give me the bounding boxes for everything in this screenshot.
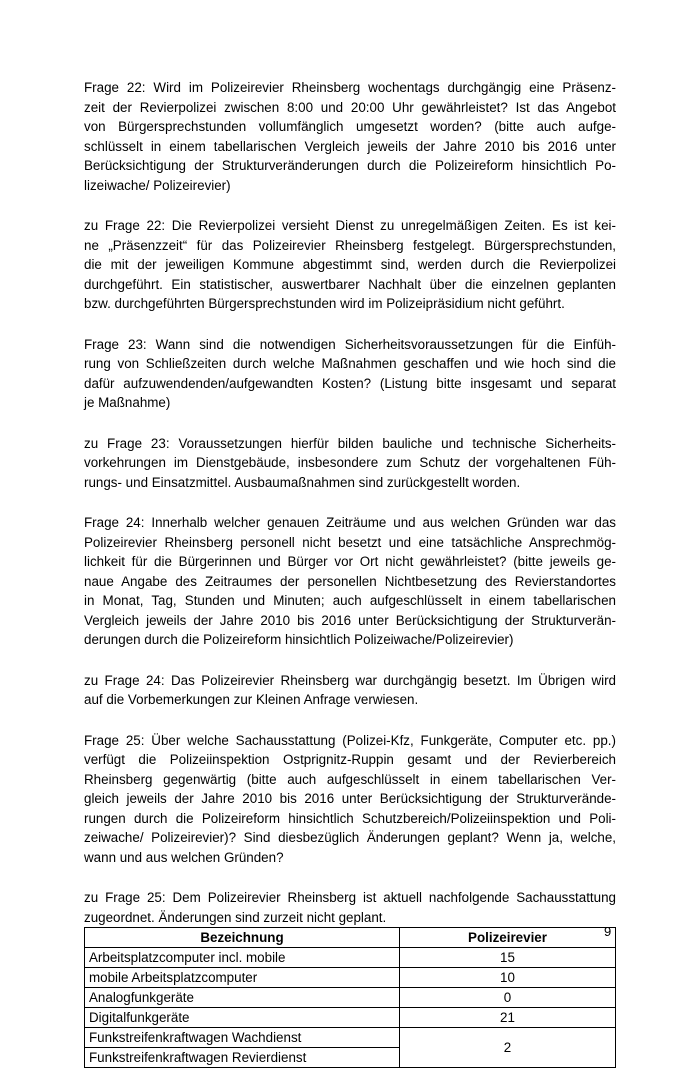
- text-line: je Maßnahme): [84, 395, 171, 410]
- text-line: rung von Schließzeiten durch welche Maßnahmen geschaffen und wie hoch sind die: [84, 356, 616, 371]
- column-header-bezeichnung: Bezeichnung: [85, 928, 400, 948]
- table-header-row: [85, 928, 616, 948]
- table-cell-name: mobile Arbeitsplatzcomputer: [85, 968, 400, 988]
- text-line: derungen durch die Polizeireform hinsichtlich Polizeiwache/Polizeirevier): [84, 632, 514, 647]
- text-line: ne „Präsenzzeit“ für das Polizeirevier Rheinsberg festgelegt. Bürgersprechstunden,: [84, 237, 616, 253]
- question-22: [84, 78, 616, 195]
- text-line: Frage 24: Innerhalb welcher genauen Zeiträume und aus welchen Gründen war das: [84, 515, 616, 530]
- question-23: [84, 335, 616, 413]
- text-line: rungen durch die Polizeireform hinsichtlich Schutzbereich/Polizeiinspektion und Poli-: [84, 810, 616, 826]
- text-line: gleich jeweils der Jahre 2010 bis 2016 unter Berücksichtigung der Strukturverände-: [84, 791, 616, 806]
- text-line: zu Frage 22: Die Revierpolizei versieht Dienst zu unregelmäßigen Zeiten. Es ist kei-: [84, 218, 616, 233]
- table-row: [85, 948, 616, 968]
- text-line: zugeordnet. Änderungen sind zurzeit nicht geplant.: [84, 909, 387, 925]
- text-line: in Monat, Tag, Stunden und Minuten; auch aufgeschlüsselt in einem tabellarischen: [84, 593, 616, 608]
- table-row: [85, 968, 616, 988]
- text-line: naue Angabe des Zeitraumes der personellen Nichtbesetzung des Revierstandortes: [84, 573, 616, 589]
- text-line: Polizeirevier Rheinsberg personell nicht besetzt und eine tatsächliche Ansprechmög-: [84, 534, 616, 550]
- text-line: lichkeit für die Bürgerinnen und Bürger vor Ort nicht gewährleistet? (bitte jeweils ge-: [84, 554, 616, 569]
- text-line: Rheinsberg gegenwärtig (bitte auch aufgeschlüsselt in einem tabellarischen Ver-: [84, 771, 616, 787]
- text-line: zu Frage 24: Das Polizeirevier Rheinsberg war durchgängig besetzt. Im Übrigen wird: [84, 672, 616, 688]
- text-line: bzw. durchgeführten Bürgersprechstunden wird im Polizeipräsidium nicht geführt.: [84, 296, 565, 311]
- text-line: rungs- und Einsatzmittel. Ausbaumaßnahmen sind zurückgestellt worden.: [84, 474, 521, 490]
- table-cell-name: Arbeitsplatzcomputer incl. mobile: [85, 948, 400, 968]
- text-line: zeiwache/ Polizeirevier)? Sind diesbezüglich Änderungen geplant? Wenn ja, welche,: [84, 830, 616, 845]
- answer-23: [84, 434, 616, 493]
- text-line: wann und aus welchen Gründen?: [84, 849, 284, 865]
- table-cell-name: Digitalfunkgeräte: [85, 1008, 400, 1028]
- text-line: Frage 23: Wann sind die notwendigen Sicherheitsvoraussetzungen für die Einfüh-: [84, 336, 616, 352]
- table-cell-value: 21: [400, 1008, 616, 1028]
- text-line: Frage 22: Wird im Polizeirevier Rheinsberg wochentags durchgängig eine Präsenz-: [84, 80, 616, 95]
- answer-22: [84, 216, 616, 314]
- table-cell-value: 0: [400, 988, 616, 1008]
- text-line: verfügt die Polizeiinspektion Ostprignitz-Ruppin gesamt und der Revierbereich: [84, 752, 616, 767]
- answer-25: [84, 888, 616, 927]
- text-line: auf die Vorbemerkungen zur Kleinen Anfrage verwiesen.: [84, 692, 419, 707]
- document-page: [84, 78, 616, 1068]
- text-line: Berücksichtigung der Strukturveränderungen durch die Polizeireform hinsichtlich Po-: [84, 158, 616, 173]
- table-cell-name: Funkstreifenkraftwagen Wachdienst: [85, 1028, 400, 1048]
- question-25: [84, 731, 616, 868]
- table-row: [85, 1028, 616, 1048]
- text-line: vorkehrungen im Dienstgebäude, insbesondere zum Schutz der vorgehaltenen Füh-: [84, 455, 616, 470]
- text-line: von Bürgersprechstunden vollumfänglich umgesetzt worden? (bitte auch aufge-: [84, 119, 616, 134]
- question-24: [84, 513, 616, 650]
- text-line: lizeiwache/ Polizeirevier): [84, 177, 231, 193]
- page-number: 9: [604, 924, 612, 939]
- column-header-polizeirevier: Polizeirevier: [400, 928, 616, 948]
- text-line: zu Frage 23: Voraussetzungen hierfür bilden bauliche und technische Sicherheits-: [84, 435, 616, 451]
- equipment-table: [84, 927, 616, 1068]
- text-line: zu Frage 25: Dem Polizeirevier Rheinsberg ist aktuell nachfolgende Sachausstattung: [84, 890, 616, 905]
- table-row: [85, 988, 616, 1008]
- table-row: [85, 1008, 616, 1028]
- table-cell-name: Analogfunkgeräte: [85, 988, 400, 1008]
- text-line: Vergleich jeweils der Jahre 2010 bis 2016 unter Berücksichtigung der Strukturverän-: [84, 612, 616, 628]
- table-cell-value: 15: [400, 948, 616, 968]
- table-cell-value: 10: [400, 968, 616, 988]
- text-line: dafür aufzuwendenden/aufgewandten Kosten? (Listung bitte insgesamt und separat: [84, 375, 616, 391]
- text-line: zeit der Revierpolizei zwischen 8:00 und 20:00 Uhr gewährleistet? Ist das Angebot: [84, 99, 616, 115]
- text-line: durchgeführt. Ein statistischer, auswertbarer Nachhalt über die einzelnen geplanten: [84, 276, 616, 292]
- table-cell-value: 2: [400, 1028, 616, 1068]
- answer-24: [84, 671, 616, 710]
- table-cell-name: Funkstreifenkraftwagen Revierdienst: [85, 1048, 400, 1068]
- text-line: schlüsselt in einem tabellarischen Vergleich jeweils der Jahre 2010 bis 2016 unter: [84, 138, 616, 154]
- text-line: die mit der jeweiligen Kommune abgestimmt sind, werden durch die Revierpolizei: [84, 257, 616, 272]
- text-line: Frage 25: Über welche Sachausstattung (Polizei-Kfz, Funkgeräte, Computer etc. pp.): [84, 732, 616, 748]
